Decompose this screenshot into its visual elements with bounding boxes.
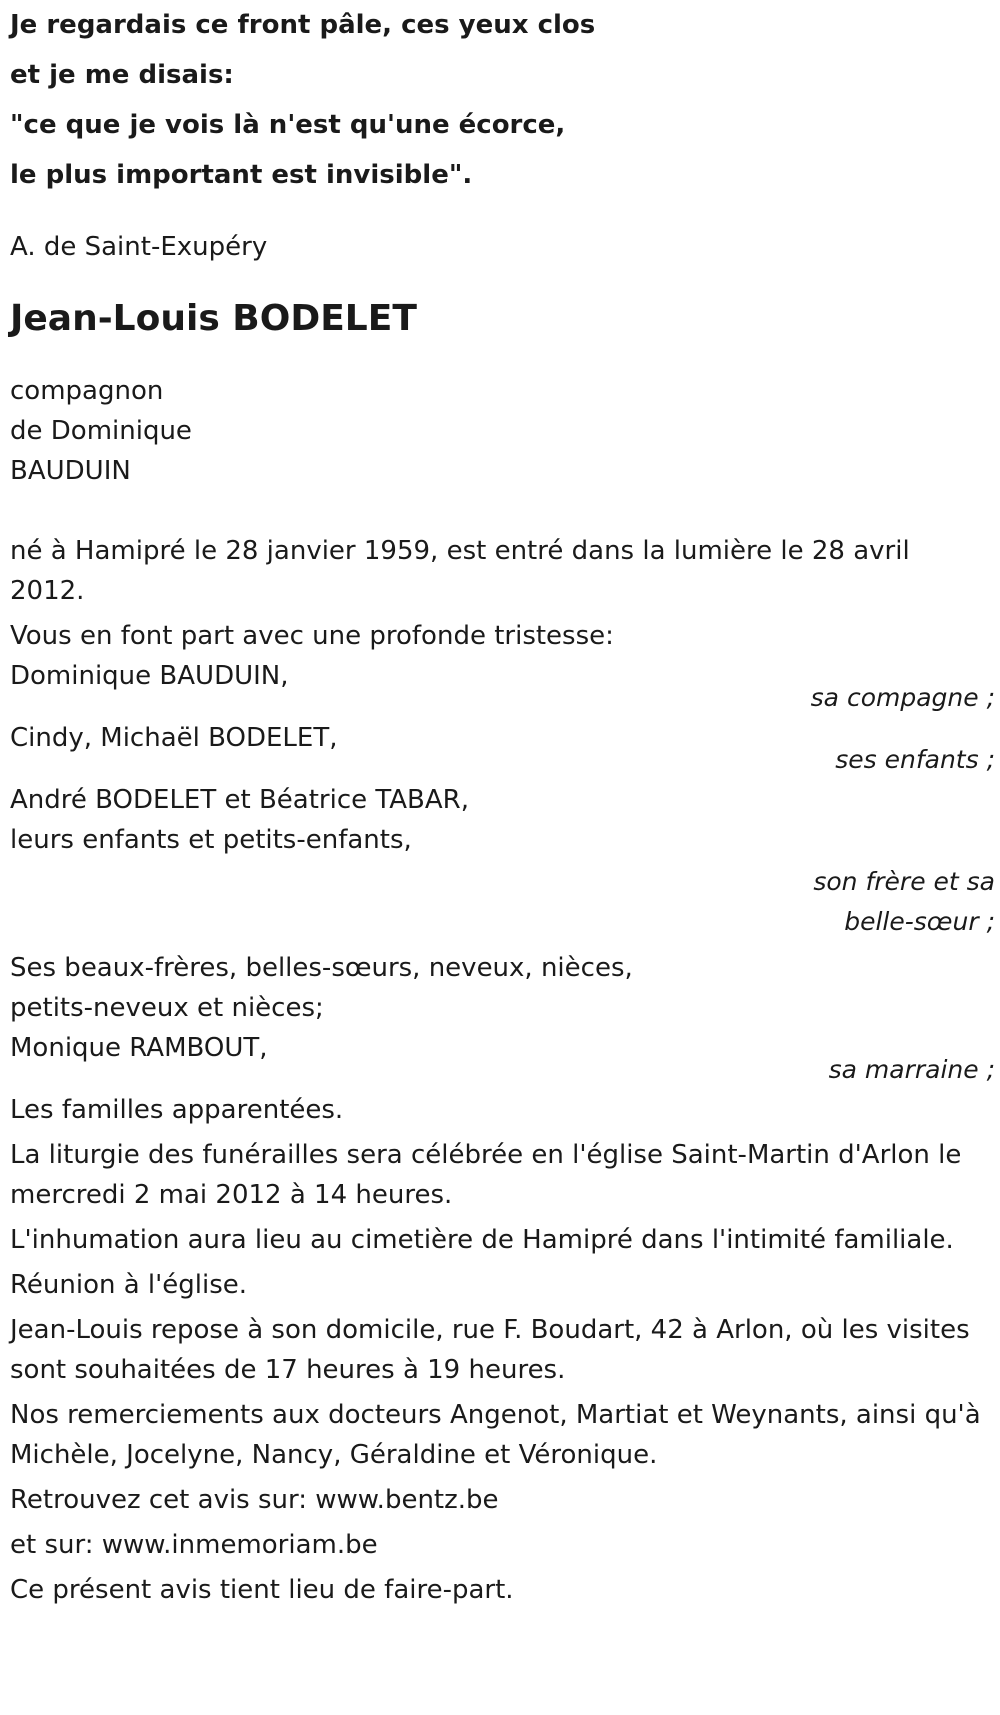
relation-line: de Dominique: [10, 416, 192, 446]
family-role: ses enfants ;: [835, 745, 995, 774]
family-member-line: André BODELET et Béatrice TABAR,: [10, 785, 469, 815]
family-entry: [10, 718, 995, 780]
family-member-line: petits-neveux et nièces;: [10, 993, 324, 1023]
family-entry: [10, 948, 995, 1090]
birth-death-dates: né à Hamipré le 28 janvier 1959, est entré dans la lumière le 28 avril 2012.: [10, 536, 910, 606]
epigraph-quote: [10, 0, 990, 200]
family-member-line: Ses beaux-frères, belles-sœurs, neveux, nièces,: [10, 953, 633, 983]
website-inmemoriam: et sur: www.inmemoriam.be: [10, 1530, 378, 1560]
family-role: belle-sœur ;: [844, 907, 995, 936]
website-bentz: Retrouvez cet avis sur: www.bentz.be: [10, 1485, 499, 1515]
family-member-line: leurs enfants et petits-enfants,: [10, 825, 412, 855]
quote-line: et je me disais:: [10, 60, 234, 90]
relation-line: compagnon: [10, 376, 164, 406]
family-member-line: Cindy, Michaël BODELET,: [10, 723, 338, 753]
quote-author: A. de Saint-Exupéry: [10, 232, 268, 262]
closing-note: Ce présent avis tient lieu de faire-part.: [10, 1575, 514, 1605]
family-role: sa marraine ;: [828, 1055, 995, 1084]
thanks-text: Nos remerciements aux docteurs Angenot, Martiat et Weynants, ainsi qu'à Michèle, Jocelyne, Nancy, Géraldine et Véronique.: [10, 1400, 981, 1470]
family-entry: [10, 656, 995, 718]
burial-info: L'inhumation aura lieu au cimetière de Hamipré dans l'intimité familiale.: [10, 1225, 954, 1255]
quote-line: "ce que je vois là n'est qu'une écorce,: [10, 110, 566, 140]
deceased-name: Jean-Louis BODELET: [10, 298, 417, 339]
family-role: sa compagne ;: [810, 683, 995, 712]
family-member-line: Dominique BAUDUIN,: [10, 661, 289, 691]
announcement-text: Vous en font part avec une profonde tristesse:: [10, 621, 614, 651]
family-member-line: Monique RAMBOUT,: [10, 1033, 268, 1063]
obituary-notice: [10, 0, 995, 1610]
quote-line: le plus important est invisible".: [10, 160, 473, 190]
family-entry: [10, 780, 995, 942]
visitation-info: Jean-Louis repose à son domicile, rue F. Boudart, 42 à Arlon, où les visites sont souhaitées de 17 heures à 19 heures.: [10, 1315, 970, 1385]
family-role: son frère et sa: [813, 867, 995, 896]
relation-line: BAUDUIN: [10, 456, 131, 486]
relation-block: [10, 371, 990, 491]
meeting-info: Réunion à l'église.: [10, 1270, 248, 1300]
quote-line: Je regardais ce front pâle, ces yeux clos: [10, 10, 596, 40]
funeral-liturgy: La liturgie des funérailles sera célébrée en l'église Saint-Martin d'Arlon le mercredi 2 mai 2012 à 14 heures.: [10, 1140, 962, 1210]
families-line: Les familles apparentées.: [10, 1095, 344, 1125]
